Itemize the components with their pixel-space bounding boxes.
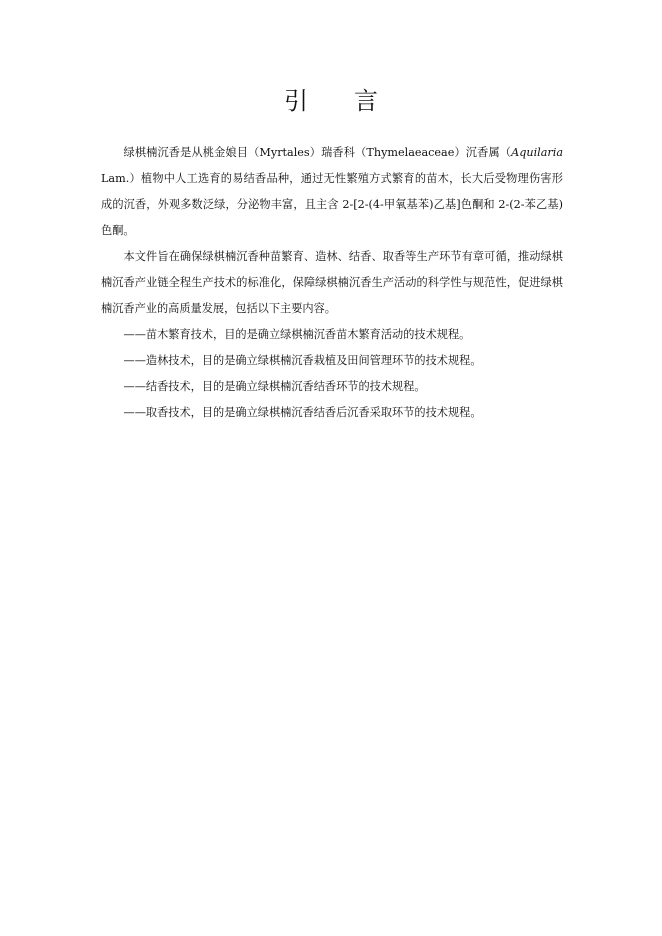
title-char-2: 言 (354, 87, 378, 115)
paragraph-1-text-a: 绿棋楠沉香是从桃金娘目（Myrtales）瑞香科（Thymelaeaceae）沉香属（ (123, 146, 512, 159)
title-char-1: 引 (284, 87, 308, 115)
document-body (101, 140, 563, 426)
paragraph-1-text-b: Lam.）植物中人工选育的易结香品种，通过无性繁殖方式繁育的苗木，长大后受物理伤害形成的沉香，外观多数泛绿，分泌物丰富，且主含 2-[2-(4-甲氧基苯)乙基]色酮和 2-(2-苯乙基)色酮。 (101, 172, 563, 237)
list-item-seedling: ——苗木繁育技术，目的是确立绿棋楠沉香苗木繁育活动的技术规程。 (123, 328, 471, 341)
list-item-harvest: ——取香技术，目的是确立绿棋楠沉香结香后沉香采取环节的技术规程。 (123, 406, 482, 419)
page-title (0, 84, 662, 118)
list-item-afforestation: ——造林技术，目的是确立绿棋楠沉香栽植及田间管理环节的技术规程。 (123, 354, 482, 367)
intro-paragraph-1 (101, 140, 563, 244)
list-item-resin-induction: ——结香技术，目的是确立绿棋楠沉香结香环节的技术规程。 (123, 380, 426, 393)
genus-name-italic: Aquilaria (511, 146, 563, 159)
intro-paragraph-2: 本文件旨在确保绿棋楠沉香种苗繁育、造林、结香、取香等生产环节有章可循，推动绿棋楠沉香产业链全程生产技术的标准化，保障绿棋楠沉香生产活动的科学性与规范性，促进绿棋楠沉香产业的高质量发展，包括以下主要内容。 (101, 250, 563, 315)
